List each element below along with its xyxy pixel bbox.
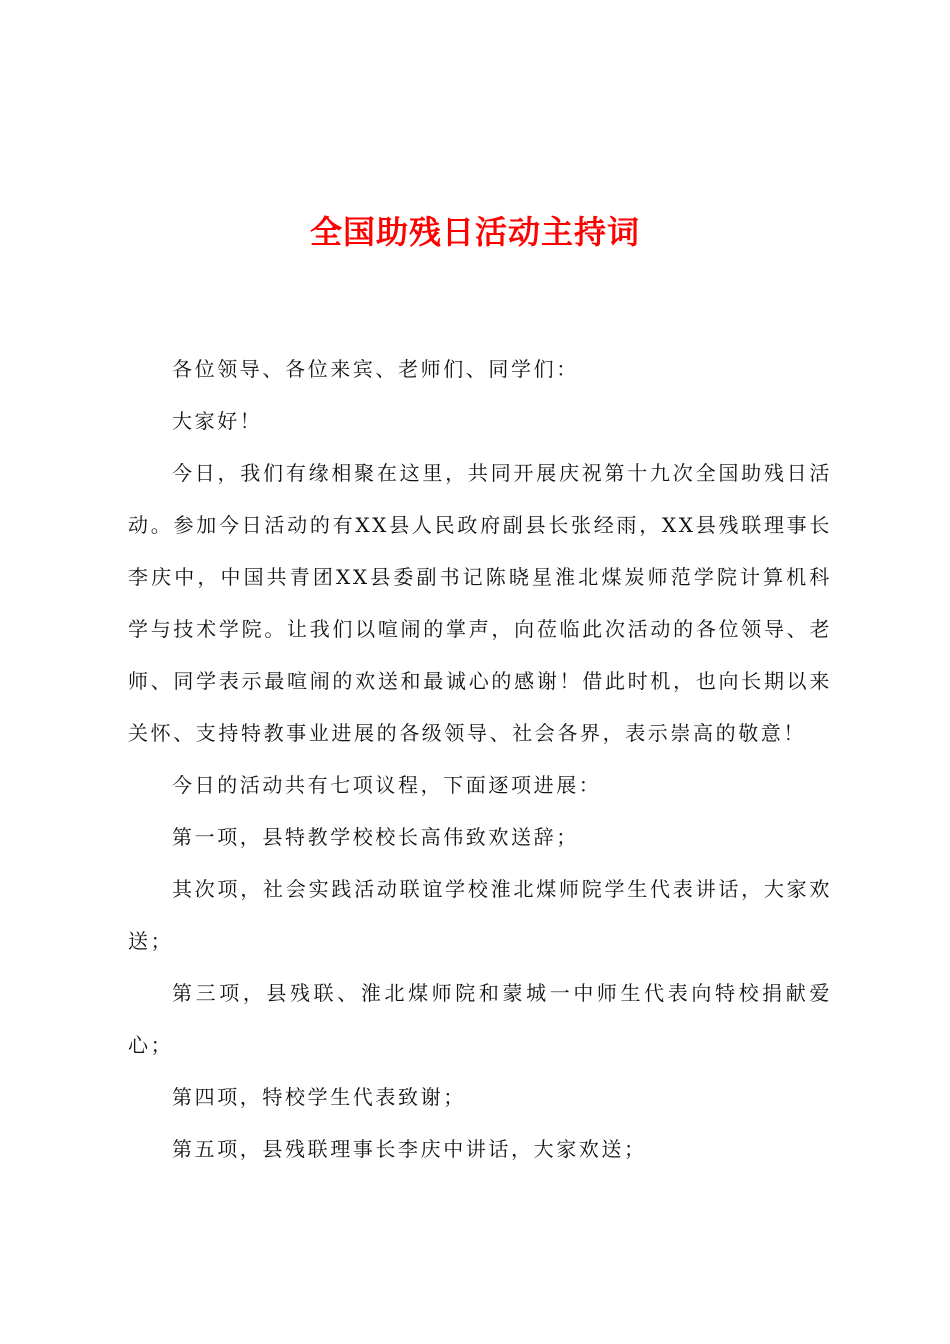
paragraph-agenda-item-4: 第四项，特校学生代表致谢；	[172, 1085, 466, 1109]
paragraph-introduction: 今日，我们有缘相聚在这里，共同开展庆祝第十九次全国助残日活动。参加今日活动的有XX县人民政府副县长张经雨，XX县残联理事长李庆中，中国共青团XX县委副书记陈晓星淮北煤炭师范学院计算机科学与技术学院。让我们以喧闹的掌声，向莅临此次活动的各位领导、老师、同学表示最喧闹的欢送和最诚心的感谢！借此时机，也向长期以来关怀、支持特教事业进展的各级领导、社会各界，表示崇高的敬意！	[128, 461, 832, 745]
paragraph-agenda-item-3: 第三项，县残联、淮北煤师院和蒙城一中师生代表向特校捐献爱心；	[128, 981, 832, 1057]
paragraph-agenda-intro: 今日的活动共有七项议程，下面逐项进展：	[172, 773, 602, 797]
paragraph-hello: 大家好！	[172, 409, 263, 433]
paragraph-agenda-item-1: 第一项，县特教学校校长高伟致欢送辞；	[172, 825, 579, 849]
paragraph-agenda-item-2: 其次项，社会实践活动联谊学校淮北煤师院学生代表讲话，大家欢送；	[128, 877, 832, 953]
paragraph-greeting: 各位领导、各位来宾、老师们、同学们：	[172, 357, 579, 381]
paragraph-agenda-item-5: 第五项，县残联理事长李庆中讲话，大家欢送；	[172, 1137, 647, 1161]
document-body	[128, 343, 832, 1175]
document-title: 全国助残日活动主持词	[309, 213, 640, 251]
